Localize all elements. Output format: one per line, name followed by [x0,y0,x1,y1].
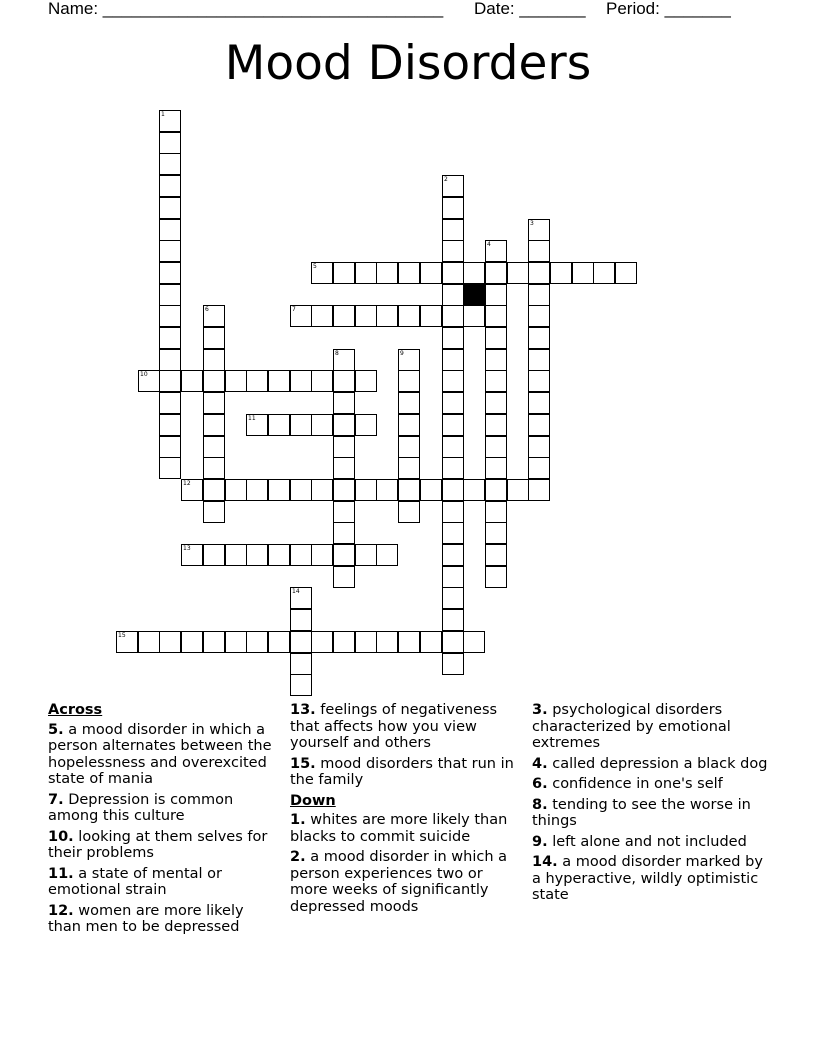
grid-cell[interactable] [355,479,377,501]
grid-cell[interactable] [485,457,507,479]
grid-cell[interactable] [442,653,464,675]
grid-cell[interactable] [159,262,181,284]
clues-column-3 [532,702,768,908]
grid-cell[interactable] [442,609,464,631]
grid-cell[interactable] [333,566,355,588]
grid-cell[interactable] [159,219,181,241]
grid-cell[interactable] [290,305,312,327]
grid-cell[interactable] [290,479,312,501]
grid-cell[interactable] [463,262,485,284]
grid-cell[interactable] [442,587,464,609]
clue-number: 13 [183,545,191,552]
grid-cell[interactable] [333,501,355,523]
grid-cell[interactable] [290,414,312,436]
grid-cell[interactable] [159,327,181,349]
grid-cell[interactable] [159,284,181,306]
grid-cell[interactable] [485,370,507,392]
clue-across-10: 10. looking at them selves for their problems [48,828,268,861]
grid-cell[interactable] [311,544,333,566]
grid-cell[interactable] [159,153,181,175]
grid-cell[interactable] [485,436,507,458]
period-field[interactable]: Period: _______ [606,0,731,18]
grid-cell[interactable] [116,631,138,653]
grid-cell[interactable] [398,370,420,392]
clue-number: 1 [161,111,165,118]
grid-cell[interactable] [355,414,377,436]
grid-cell[interactable] [225,479,247,501]
grid-cell[interactable] [485,305,507,327]
clue-number: 6 [205,306,209,313]
grid-cell[interactable] [442,566,464,588]
grid-cell[interactable] [420,631,442,653]
grid-cell[interactable] [225,370,247,392]
grid-cell[interactable] [572,262,594,284]
grid-cell[interactable] [528,392,550,414]
grid-cell[interactable] [442,436,464,458]
clue-number: 2 [444,176,448,183]
grid-cell[interactable] [355,305,377,327]
clue-number: 12 [183,480,191,487]
grid-cell[interactable] [442,479,464,501]
grid-cell[interactable] [333,262,355,284]
grid-cell[interactable] [159,414,181,436]
grid-cell[interactable] [203,370,225,392]
grid-cell[interactable] [203,349,225,371]
clue-number: 3 [530,220,534,227]
grid-cell[interactable] [507,262,529,284]
grid-cell[interactable] [442,175,464,197]
grid-cell[interactable] [268,544,290,566]
grid-cell[interactable] [376,479,398,501]
grid-cell[interactable] [333,392,355,414]
grid-cell[interactable] [398,479,420,501]
grid-cell[interactable] [159,392,181,414]
grid-cell[interactable] [333,436,355,458]
grid-cell[interactable] [159,370,181,392]
grid-cell[interactable] [398,457,420,479]
grid-cell[interactable] [528,219,550,241]
grid-cell[interactable] [311,370,333,392]
clue-down-9: 9. left alone and not included [532,833,747,850]
grid-cell[interactable] [398,349,420,371]
grid-cell[interactable] [159,349,181,371]
grid-cell[interactable] [203,631,225,653]
clue-number: 4 [487,241,491,248]
grid-cell[interactable] [550,262,572,284]
grid-cell[interactable] [203,327,225,349]
grid-cell[interactable] [420,305,442,327]
grid-cell[interactable] [159,305,181,327]
grid-cell[interactable] [159,631,181,653]
grid-cell[interactable] [442,522,464,544]
grid-cell[interactable] [268,479,290,501]
grid-cell[interactable] [442,392,464,414]
grid-cell[interactable] [442,197,464,219]
grid-cell[interactable] [203,544,225,566]
grid-cell[interactable] [203,305,225,327]
grid-cell[interactable] [333,305,355,327]
grid-cell[interactable] [333,414,355,436]
grid-cell[interactable] [290,674,312,696]
grid-cell[interactable] [442,631,464,653]
clue-down-4: 4. called depression a black dog [532,755,768,772]
grid-cell[interactable] [159,110,181,132]
grid-cell[interactable] [528,284,550,306]
grid-cell[interactable] [442,284,464,306]
grid-cell[interactable] [333,544,355,566]
grid-cell[interactable] [528,479,550,501]
grid-cell[interactable] [528,262,550,284]
grid-cell[interactable] [355,544,377,566]
grid-cell[interactable] [528,436,550,458]
clue-number: 8 [335,350,339,357]
clue-across-7: 7. Depression is common among this culture [48,791,234,824]
grid-cell[interactable] [442,327,464,349]
grid-cell-black [463,284,485,306]
grid-cell[interactable] [420,479,442,501]
grid-cell[interactable] [398,414,420,436]
clue-number: 7 [292,306,296,313]
grid-cell[interactable] [376,544,398,566]
grid-cell[interactable] [485,522,507,544]
grid-cell[interactable] [268,414,290,436]
grid-cell[interactable] [528,305,550,327]
grid-cell[interactable] [485,544,507,566]
clue-across-13: 13. feelings of negativeness that affects how you view yourself and others [290,702,498,751]
clue-down-6: 6. confidence in one's self [532,776,723,792]
grid-cell[interactable] [159,132,181,154]
grid-cell[interactable] [203,501,225,523]
grid-cell[interactable] [290,587,312,609]
grid-cell[interactable] [355,370,377,392]
clue-number: 10 [140,371,148,378]
grid-cell[interactable] [290,609,312,631]
clue-down-1: 1. whites are more likely than blacks to commit suicide [290,812,508,845]
grid-cell[interactable] [485,349,507,371]
grid-cell[interactable] [615,262,637,284]
grid-cell[interactable] [485,284,507,306]
grid-cell[interactable] [311,414,333,436]
grid-cell[interactable] [268,370,290,392]
down-heading: Down [290,792,336,809]
grid-cell[interactable] [203,392,225,414]
grid-cell[interactable] [442,544,464,566]
grid-cell[interactable] [333,631,355,653]
grid-cell[interactable] [246,544,268,566]
grid-cell[interactable] [376,631,398,653]
grid-cell[interactable] [398,501,420,523]
across-heading: Across [48,702,103,718]
grid-cell[interactable] [268,631,290,653]
grid-cell[interactable] [225,631,247,653]
grid-cell[interactable] [485,479,507,501]
grid-cell[interactable] [398,262,420,284]
grid-cell[interactable] [485,566,507,588]
clue-down-3: 3. psychological disorders characterized by emotional extremes [532,702,731,751]
grid-cell[interactable] [528,414,550,436]
grid-cell[interactable] [528,370,550,392]
grid-cell[interactable] [290,653,312,675]
grid-cell[interactable] [485,327,507,349]
grid-cell[interactable] [333,457,355,479]
grid-cell[interactable] [442,457,464,479]
grid-cell[interactable] [203,457,225,479]
grid-cell[interactable] [181,544,203,566]
grid-cell[interactable] [398,305,420,327]
grid-cell[interactable] [333,522,355,544]
grid-cell[interactable] [355,631,377,653]
grid-cell[interactable] [159,197,181,219]
grid-cell[interactable] [311,631,333,653]
grid-cell[interactable] [311,305,333,327]
grid-cell[interactable] [398,436,420,458]
grid-cell[interactable] [420,262,442,284]
grid-cell[interactable] [246,479,268,501]
clue-across-5: 5. a mood disorder in which a person alternates between the hopelessness and overexcited state of mania [48,721,272,787]
grid-cell[interactable] [593,262,615,284]
grid-cell[interactable] [203,414,225,436]
grid-cell[interactable] [311,262,333,284]
clue-across-11: 11. a state of mental or emotional strain [48,865,222,898]
grid-cell[interactable] [442,370,464,392]
grid-cell[interactable] [246,414,268,436]
clue-number: 14 [292,588,300,595]
grid-cell[interactable] [485,262,507,284]
grid-cell[interactable] [290,544,312,566]
grid-cell[interactable] [463,305,485,327]
grid-cell[interactable] [442,349,464,371]
grid-cell[interactable] [528,349,550,371]
grid-cell[interactable] [463,631,485,653]
grid-cell[interactable] [225,544,247,566]
grid-cell[interactable] [485,501,507,523]
grid-cell[interactable] [507,479,529,501]
clue-down-2: 2. a mood disorder in which a person experiences two or more weeks of significantly depressed moods [290,849,508,915]
grid-cell[interactable] [246,631,268,653]
grid-cell[interactable] [528,240,550,262]
grid-cell[interactable] [333,370,355,392]
grid-cell[interactable] [333,479,355,501]
grid-cell[interactable] [138,631,160,653]
grid-cell[interactable] [485,414,507,436]
clue-number: 9 [400,350,404,357]
grid-cell[interactable] [203,479,225,501]
grid-cell[interactable] [311,479,333,501]
grid-cell[interactable] [203,436,225,458]
name-field[interactable]: Name: ____________________________________ [48,0,444,18]
clues-column-2 [290,702,524,919]
grid-cell[interactable] [442,501,464,523]
grid-cell[interactable] [485,240,507,262]
grid-cell[interactable] [442,240,464,262]
grid-cell[interactable] [333,349,355,371]
grid-cell[interactable] [159,457,181,479]
grid-cell[interactable] [463,479,485,501]
grid-cell[interactable] [485,392,507,414]
grid-cell[interactable] [159,240,181,262]
grid-cell[interactable] [442,262,464,284]
grid-cell[interactable] [290,631,312,653]
clue-down-14: 14. a mood disorder marked by a hyperactive, wildly optimistic state [532,854,763,903]
clue-down-8: 8. tending to see the worse in things [532,796,751,829]
date-field[interactable]: Date: _______ [474,0,586,18]
grid-cell[interactable] [442,414,464,436]
grid-cell[interactable] [528,457,550,479]
grid-cell[interactable] [398,392,420,414]
clues-column-1 [48,702,274,940]
grid-cell[interactable] [246,370,268,392]
grid-cell[interactable] [442,305,464,327]
grid-cell[interactable] [159,175,181,197]
grid-cell[interactable] [290,370,312,392]
grid-cell[interactable] [181,479,203,501]
grid-cell[interactable] [442,219,464,241]
page-title: Mood Disorders [224,36,592,91]
clue-across-15: 15. mood disorders that run in the family [290,755,514,788]
grid-cell[interactable] [181,370,203,392]
grid-cell[interactable] [528,327,550,349]
grid-cell[interactable] [376,262,398,284]
clue-number: 5 [313,263,317,270]
grid-cell[interactable] [159,436,181,458]
grid-cell[interactable] [138,370,160,392]
grid-cell[interactable] [376,305,398,327]
clue-number: 15 [118,632,126,639]
grid-cell[interactable] [398,631,420,653]
clue-across-12: 12. women are more likely than men to be depressed [48,902,244,935]
grid-cell[interactable] [355,262,377,284]
clue-number: 11 [248,415,256,422]
grid-cell[interactable] [181,631,203,653]
